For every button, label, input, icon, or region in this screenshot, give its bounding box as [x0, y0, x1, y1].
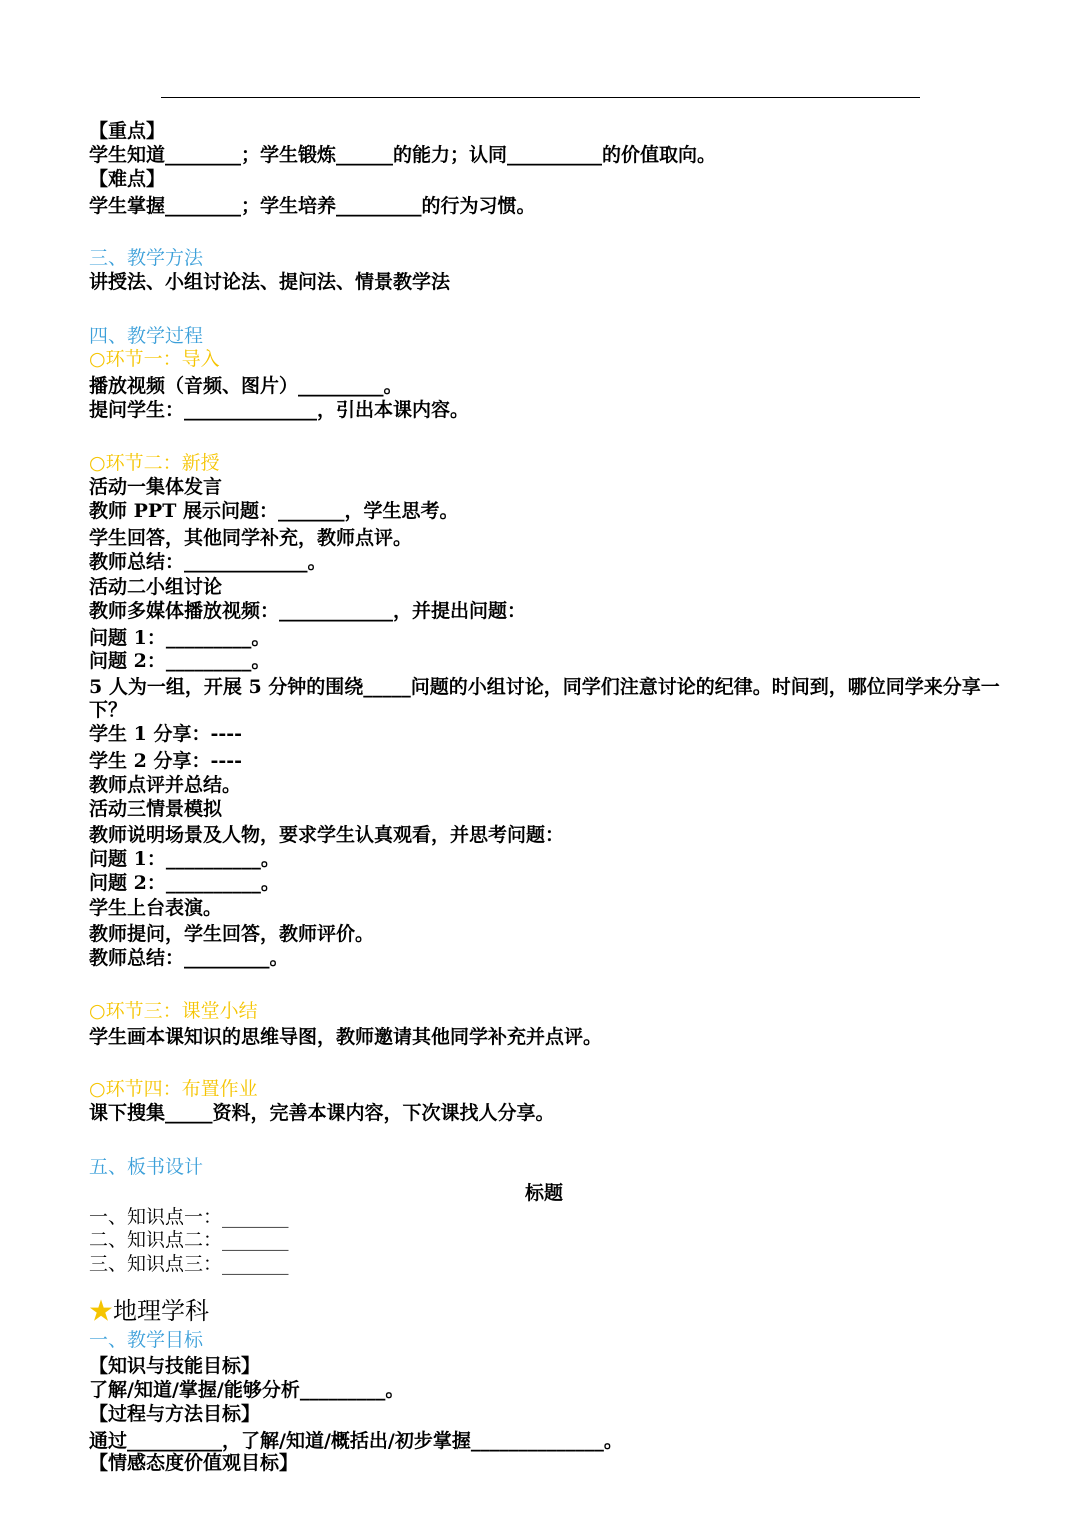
text-line: 学生 2 分享：---- [89, 750, 242, 772]
text-line: 教师点评并总结。 [89, 774, 242, 796]
stage-heading: ○环节四：布置作业 [89, 1078, 258, 1100]
text-line: 提问学生：______________，引出本课内容。 [89, 399, 470, 421]
text-line: 学生掌握________；学生培养_________的行为习惯。 [89, 195, 536, 217]
board-title: 标题 [524, 1182, 563, 1204]
text-line: 【难点】 [89, 168, 166, 190]
text-line: 学生上台表演。 [89, 897, 223, 919]
text-line: 课下搜集_____资料，完善本课内容，下次课找人分享。 [89, 1102, 555, 1124]
text-line: 问题 2：_________。 [89, 650, 271, 672]
subject-title [89, 1296, 209, 1326]
subject-title-text: 地理学科 [113, 1297, 209, 1325]
text-line: 5 人为一组，开展 5 分钟的围绕_____问题的小组讨论，同学们注意讨论的纪律。时间到，哪位同学来分享一 [89, 676, 1000, 698]
text-line: 【重点】 [89, 120, 166, 142]
header-rule [161, 97, 920, 98]
text-line: 教师总结：_________。 [89, 947, 289, 969]
text-line: 【过程与方法目标】 [89, 1403, 261, 1425]
text-line: 【情感态度价值观目标】 [89, 1452, 299, 1474]
text-line: 学生回答，其他同学补充，教师点评。 [89, 527, 413, 549]
text-line: 问题 1：__________。 [89, 848, 280, 870]
section-heading: 五、板书设计 [89, 1156, 204, 1178]
stage-heading: ○环节二：新授 [89, 452, 220, 474]
star-icon: ★ [89, 1297, 113, 1325]
section-heading: 四、教学过程 [89, 325, 204, 347]
text-line: 播放视频（音频、图片）_________。 [89, 375, 403, 397]
board-item: 三、知识点三：_______ [89, 1253, 289, 1275]
text-line: 讲授法、小组讨论法、提问法、情景教学法 [89, 271, 451, 293]
text-line: 问题 2：__________。 [89, 872, 280, 894]
text-line: 下？ [89, 699, 128, 721]
stage-heading: ○环节一：导入 [89, 348, 220, 370]
text-line: 通过__________，了解/知道/概括出/初步掌握______________。 [89, 1430, 623, 1452]
board-item: 二、知识点二：_______ [89, 1229, 289, 1251]
text-line: 学生画本课知识的思维导图，教师邀请其他同学补充并点评。 [89, 1026, 603, 1048]
text-line: 【知识与技能目标】 [89, 1355, 261, 1377]
text-line: 教师说明场景及人物，要求学生认真观看，并思考问题： [89, 824, 565, 846]
text-line: 活动一集体发言 [89, 476, 223, 498]
text-line: 教师提问，学生回答，教师评价。 [89, 923, 375, 945]
text-line: 问题 1：_________。 [89, 627, 271, 649]
stage-heading: ○环节三：课堂小结 [89, 1000, 258, 1022]
text-line: 教师 PPT 展示问题：_______，学生思考。 [89, 500, 459, 522]
text-line: 活动二小组讨论 [89, 576, 223, 598]
text-line: 了解/知道/掌握/能够分析_________。 [89, 1379, 405, 1401]
text-line: 教师多媒体播放视频：____________，并提出问题： [89, 600, 527, 622]
board-item: 一、知识点一：_______ [89, 1206, 289, 1228]
section-heading: 三、教学方法 [89, 247, 204, 269]
text-line: 学生知道________；学生锻炼______的能力；认同__________的价值取向。 [89, 144, 717, 166]
section-heading: 一、教学目标 [89, 1329, 204, 1351]
text-line: 教师总结：_____________。 [89, 551, 327, 573]
text-line: 学生 1 分享：---- [89, 723, 242, 745]
text-line: 活动三情景模拟 [89, 798, 223, 820]
